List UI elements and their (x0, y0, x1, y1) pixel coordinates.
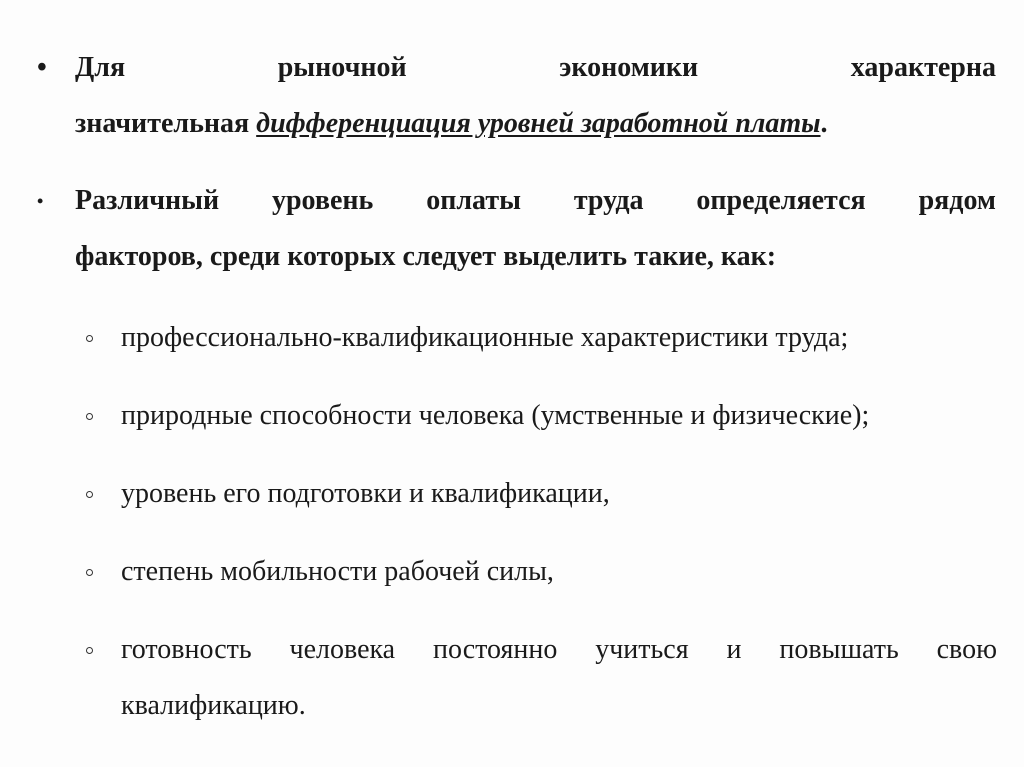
list-item (121, 466, 997, 522)
bullet2-line1: Различный уровень оплаты труда определяется рядом (75, 185, 996, 216)
list-item (121, 310, 997, 366)
bullet2-line2: факторов, среди которых следует выделить такие, как: (75, 241, 777, 272)
circle-bullet-icon (86, 647, 93, 654)
circle-bullet-icon (86, 491, 93, 498)
circle-bullet-icon (86, 413, 93, 420)
list-item-text: природные способности человека (умственные и физические); (121, 400, 870, 431)
list-item-text: профессионально-квалификационные характеристики труда; (121, 322, 849, 353)
circle-bullet-icon (86, 335, 93, 342)
bullet-icon: • (37, 191, 44, 211)
bullet1-line1: Для рыночной экономики характерна (75, 52, 996, 83)
list-item-text-continued: квалификацию. (121, 690, 306, 721)
bullet-wage-differentiation (37, 40, 996, 152)
bullet1-line2-plain: значительная (75, 108, 257, 139)
bullet1-emphasis: дифференциация уровней заработной платы (256, 108, 821, 139)
list-item (121, 544, 997, 600)
bullet1-line2 (75, 108, 828, 139)
bullet-icon: • (37, 52, 47, 83)
list-item-text: уровень его подготовки и квалификации, (121, 478, 610, 509)
list-item-text: готовность человека постоянно учиться и повышать свою (121, 634, 997, 665)
factor-list (121, 310, 997, 756)
circle-bullet-icon (86, 569, 93, 576)
bullet1-line2-end: . (820, 108, 828, 139)
list-item-text: степень мобильности рабочей силы, (121, 556, 554, 587)
list-item (121, 622, 997, 734)
bullet-wage-factors (37, 173, 996, 285)
list-item (121, 388, 997, 444)
